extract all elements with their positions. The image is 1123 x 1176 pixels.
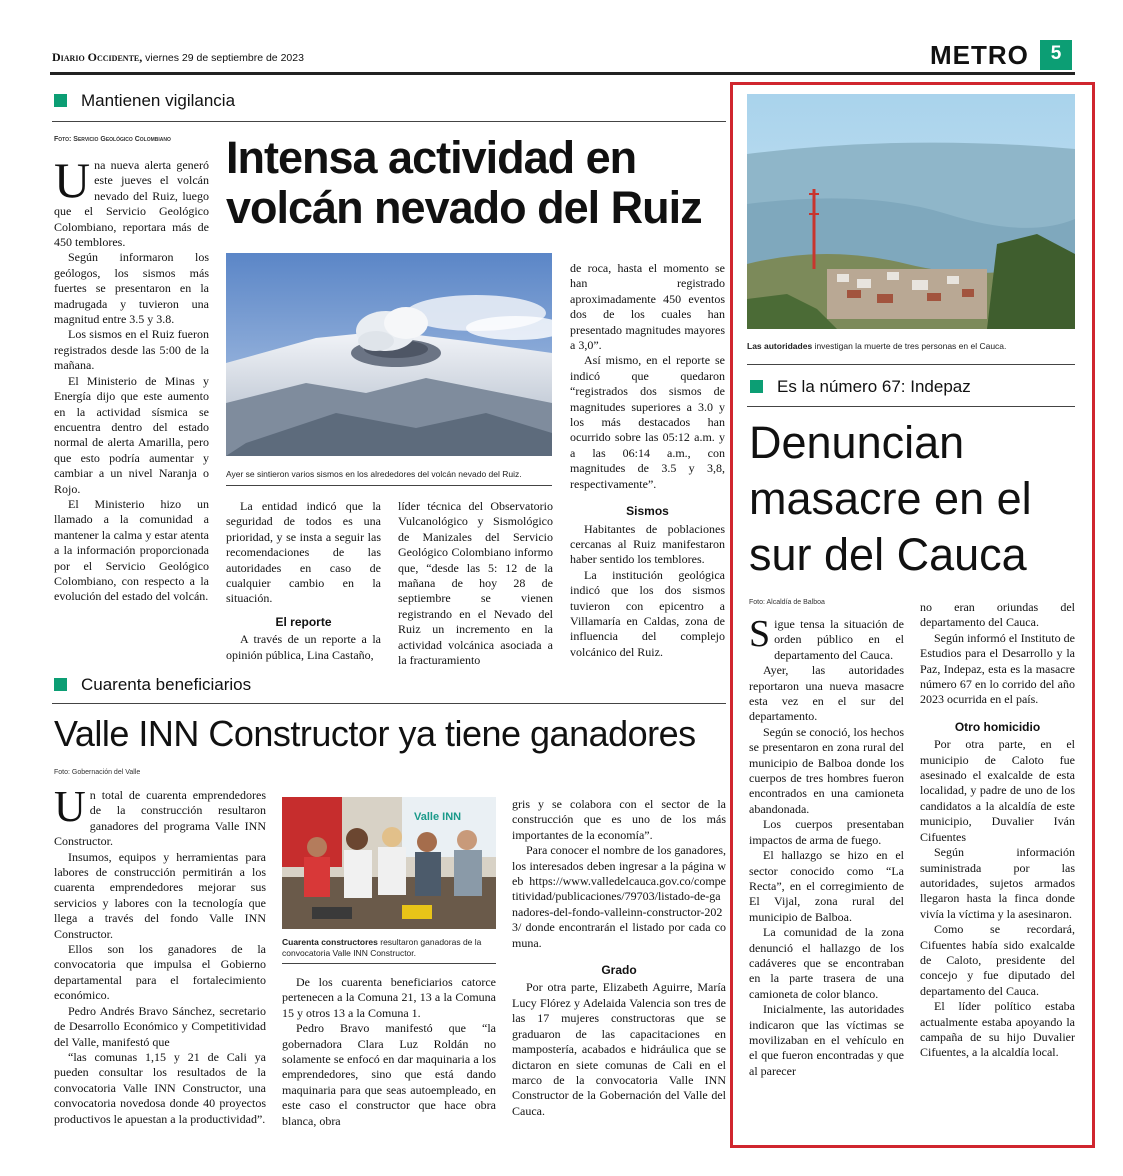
headline: Intensa actividad en volcán nevado del Ruiz: [226, 132, 702, 233]
cauca-section-label: [750, 377, 971, 397]
paper-name: Diario Occidente,: [52, 50, 143, 64]
label-text: Es la número 67: Indepaz: [777, 377, 971, 396]
paragraph: El Ministerio de Minas y Energía dijo que este aumento en la actividad sísmica se encuentra dentro del estado normal de alerta Amarilla, pero que esto podría aumentar y cambiar a un nivel Naranja o Rojo.: [54, 373, 209, 496]
section-rule: [52, 703, 726, 704]
paragraph: Como se recordará, Cifuentes había sido exalcalde de Caloto, presidente del concejo y fue diputado del departamento del Cauca.: [920, 922, 1075, 998]
photo-credit: Foto: Servicio Geológico Colombiano: [54, 136, 171, 143]
photo-credit: Foto: Alcaldía de Balboa: [749, 599, 825, 606]
volcano-image: [226, 253, 552, 456]
paragraph: “las comunas 1,15 y 21 de Cali ya pueden consultar los resultados de la convocatoria Valle INN Constructor, una convocatoria novedosa donde 40 proyectos productivos le apuestan a la productividad”.: [54, 1049, 266, 1126]
headline: Valle INN Constructor ya tiene ganadores: [54, 713, 696, 754]
lead-paragraph: na nueva alerta generó este jueves el volcán nevado del Ruiz, luego que el Servicio Geológico Colombiano, reportara más de 450 temblores.: [54, 158, 209, 250]
paragraph: Insumos, equipos y herramientas para labores de construcción permitirán a los cuarenta emprendedores mejorar sus servicios y labores con la tecnología que llega a través del fondo Valle INN Constructor.: [54, 849, 266, 941]
photo-credit: Foto: Gobernación del Valle: [54, 769, 141, 776]
label-marker-icon: [54, 678, 67, 691]
paragraph: El Ministerio hizo un llamado a la comunidad a mantener la calma y estar atenta a la información proporcionada por el Servicio Geológico Colombiano, con respecto a la evolución del estado del volcán.: [54, 496, 209, 604]
group-photo-image: [282, 797, 496, 929]
subheading: El reporte: [275, 614, 332, 629]
drop-cap: U: [54, 782, 86, 831]
drop-cap: S: [749, 613, 771, 655]
paragraph: A través de un reporte a la opinión pública, Lina Castaño,: [226, 632, 381, 662]
paragraph: El líder político estaba actualmente estaba apoyando la campaña de su hijo Duvalier Cifuentes, a la alcaldía local.: [920, 999, 1075, 1060]
section-rule: [52, 121, 726, 122]
volcano-col3: [398, 499, 553, 668]
caption-lead: Cuarenta constructores: [282, 937, 378, 947]
caption-rule: [282, 963, 496, 964]
masthead: [52, 50, 572, 65]
volcano-col1: [54, 152, 209, 605]
paragraph: Para conocer el nombre de los ganadores, los interesados deben ingresar a la página web https://www.valledelcauca.gov.co/competitividad/publicaciones/79703/listado-de-ganadores-del-fondo-valleinn-constructor-2023/ donde encontrarán el listado por cada comuna.: [512, 843, 726, 950]
label-text: Mantienen vigilancia: [81, 91, 236, 110]
paragraph: de roca, hasta el momento se han registrado aproximadamente 450 eventos dos de los cuales han presentado magnitudes mayores a 3,0”.: [570, 261, 725, 353]
subheading: Sismos: [626, 504, 669, 519]
lead-paragraph: n total de cuarenta emprendedores de la construcción resultaron ganadores del programa Valle INN Constructor.: [54, 788, 266, 849]
paragraph: gris y se colabora con el sector de la construcción que es uno de los más importantes de la economía”.: [512, 797, 726, 842]
headline: Denuncian masacre en el sur del Cauca: [749, 417, 1032, 580]
paragraph: líder técnica del Observatorio Vulcanológico y Sismológico de Manizales del Servicio Geológico Colombiano informo que, “desde las 5: 12 de la mañana de hoy 28 de septiembre se vienen registrando en el Nevado del Ruiz un incremento en la actividad volcánica asociada a la fracturamiento: [398, 499, 553, 668]
label-marker-icon: [54, 94, 67, 107]
cauca-photo: [747, 94, 1075, 329]
paragraph: Habitantes de poblaciones cercanas al Ruiz manifestaron haber sentido los temblores.: [570, 521, 725, 567]
paragraph: El hallazgo se hizo en el sector conocido como “La Recta”, en el corregimiento de El Vijal, zona rural del municipio de Balboa.: [749, 848, 904, 924]
header-rule: [50, 72, 1075, 75]
paragraph: Los cuerpos presentaban impactos de arma de fuego.: [749, 817, 904, 847]
paragraph: Ayer, las autoridades reportaron una nueva masacre esta vez en el sur del departamento.: [749, 663, 904, 724]
valle-section-label: [54, 675, 251, 695]
cauca-col2: [920, 600, 1075, 1061]
paragraph: Según información suministrada por las autoridades, sujetos armados llegaron hasta la finca donde vivía la víctima y la asesinaron.: [920, 845, 1075, 921]
volcano-col2: [226, 499, 381, 663]
paragraph: Según se conoció, los hechos se presentaron en zona rural del municipio de Balboa donde los cuerpos de tres hombres fueron encontrados en una camioneta abandonada.: [749, 724, 904, 816]
subheading: Otro homicidio: [954, 719, 1041, 734]
paragraph: De los cuarenta beneficiarios catorce pertenecen a la Comuna 21, 13 a la Comuna 15 y otros 13 a la Comuna 1.: [282, 975, 496, 1020]
volcano-photo: [226, 253, 552, 456]
paragraph: La entidad indicó que la seguridad de todos es una prioridad, y se insta a seguir las recomendaciones de las autoridades en caso de cualquier cambio en la situación.: [226, 499, 381, 606]
photo-caption: [282, 937, 498, 959]
caption-rule: [226, 485, 552, 486]
paragraph: La institución geológica indicó que los dos sismos tuvieron con epicentro a Villamaría en Caldas, zona de influencia del complejo volcánico del Ruiz.: [570, 567, 725, 659]
cauca-col1: [749, 613, 904, 1079]
paragraph: no eran oriundas del departamento del Cauca.: [920, 600, 1075, 630]
town-image: [747, 94, 1075, 329]
valle-col3: [512, 797, 726, 1119]
valle-col2: [282, 975, 496, 1129]
paragraph: La comunidad de la zona denunció el hallazgo de los cadáveres que se encontraban en la parte trasera de una camioneta de color blanco.: [749, 925, 904, 1001]
volcano-col4: [570, 261, 725, 660]
caption-rule: [747, 364, 1075, 365]
paragraph: Los sismos en el Ruiz fueron registrados desde las 5:00 de la mañana.: [54, 327, 209, 373]
page-number-badge: [1040, 40, 1072, 70]
drop-cap: U: [54, 152, 91, 208]
section-title: METRO: [930, 40, 1029, 70]
section-rule: [747, 406, 1075, 407]
paragraph: Por otra parte, en el municipio de Caloto fue asesinado el exalcalde de esta localidad, y padre de uno de los candidatos a la alcaldía de este municipio, Duvalier Iván Cifuentes: [920, 737, 1075, 844]
page-number: 5: [1050, 43, 1062, 64]
label-marker-icon: [750, 380, 763, 393]
paragraph: Ellos son los ganadores de la convocatoria que impulsa el Gobierno departamental para el fortalecimiento económico.: [54, 942, 266, 1003]
banner-text: Valle INN: [414, 811, 462, 823]
paragraph: Así mismo, en el reporte se indicó que quedaron “registrados dos sismos de magnitudes superiores a 3.0 y los más destacados han ocurrido sobre las 05:12 a.m. y a las 06:14 a.m., con magnitudes de 3.5 y 3,8, respectivamente”.: [570, 353, 725, 491]
caption-text: resultaron ganadoras de la convocatoria Valle INN Constructor.: [282, 937, 482, 958]
photo-caption: Ayer se sintieron varios sismos en los alrededores del volcán nevado del Ruiz.: [226, 469, 522, 479]
volcano-section-label: [54, 91, 235, 111]
paragraph: Inicialmente, las autoridades indicaron que las víctimas se movilizaban en el vehículo en el que fueron encontradas y que al parecer: [749, 1002, 904, 1078]
photo-caption: [747, 341, 1077, 352]
paragraph: Según informaron los geólogos, los sismos más fuertes se presentaron en la madrugada y tuvieron una magnitud entre 3.5 y 3.8.: [54, 250, 209, 327]
issue-date: viernes 29 de septiembre de 2023: [142, 52, 304, 64]
subheading: Grado: [601, 963, 637, 978]
label-text: Cuarenta beneficiarios: [81, 675, 252, 694]
caption-lead: Las autoridades: [747, 341, 813, 351]
caption-text: investigan la muerte de tres personas en el Cauca.: [812, 341, 1007, 351]
paragraph: Por otra parte, Elizabeth Aguirre, María Lucy Flórez y Adelaida Valencia son tres de las 17 mujeres constructoras que se graduaron de las capacitaciones en mampostería, acabados e hidráulica que se dictaron en siete comunas de Cali en el marco de la convocatoria Valle INN Constructor de la Gobernación del Valle del Cauca.: [512, 980, 726, 1118]
valle-col1: [54, 782, 266, 1127]
paragraph: Pedro Bravo manifestó que “la gobernadora Clara Luz Roldán no solamente se enfocó en dar maquinaria a los emprendedores, sino que está dando maquinaria para que seas autoempleado, en este caso el constructor que hace obra blanca, obra: [282, 1021, 496, 1128]
valle-photo: [282, 797, 496, 929]
paragraph: Pedro Andrés Bravo Sánchez, secretario de Desarrollo Económico y Competitividad del Valle, manifestó que: [54, 1003, 266, 1049]
paragraph: Según informó el Instituto de Estudios para el Desarrollo y la Paz, Indepaz, esta es la masacre número 67 en lo corrido del año 2023 ocurrida en el país.: [920, 630, 1075, 707]
lead-paragraph: igue tensa la situación de orden público en el departamento del Cauca.: [774, 617, 904, 662]
